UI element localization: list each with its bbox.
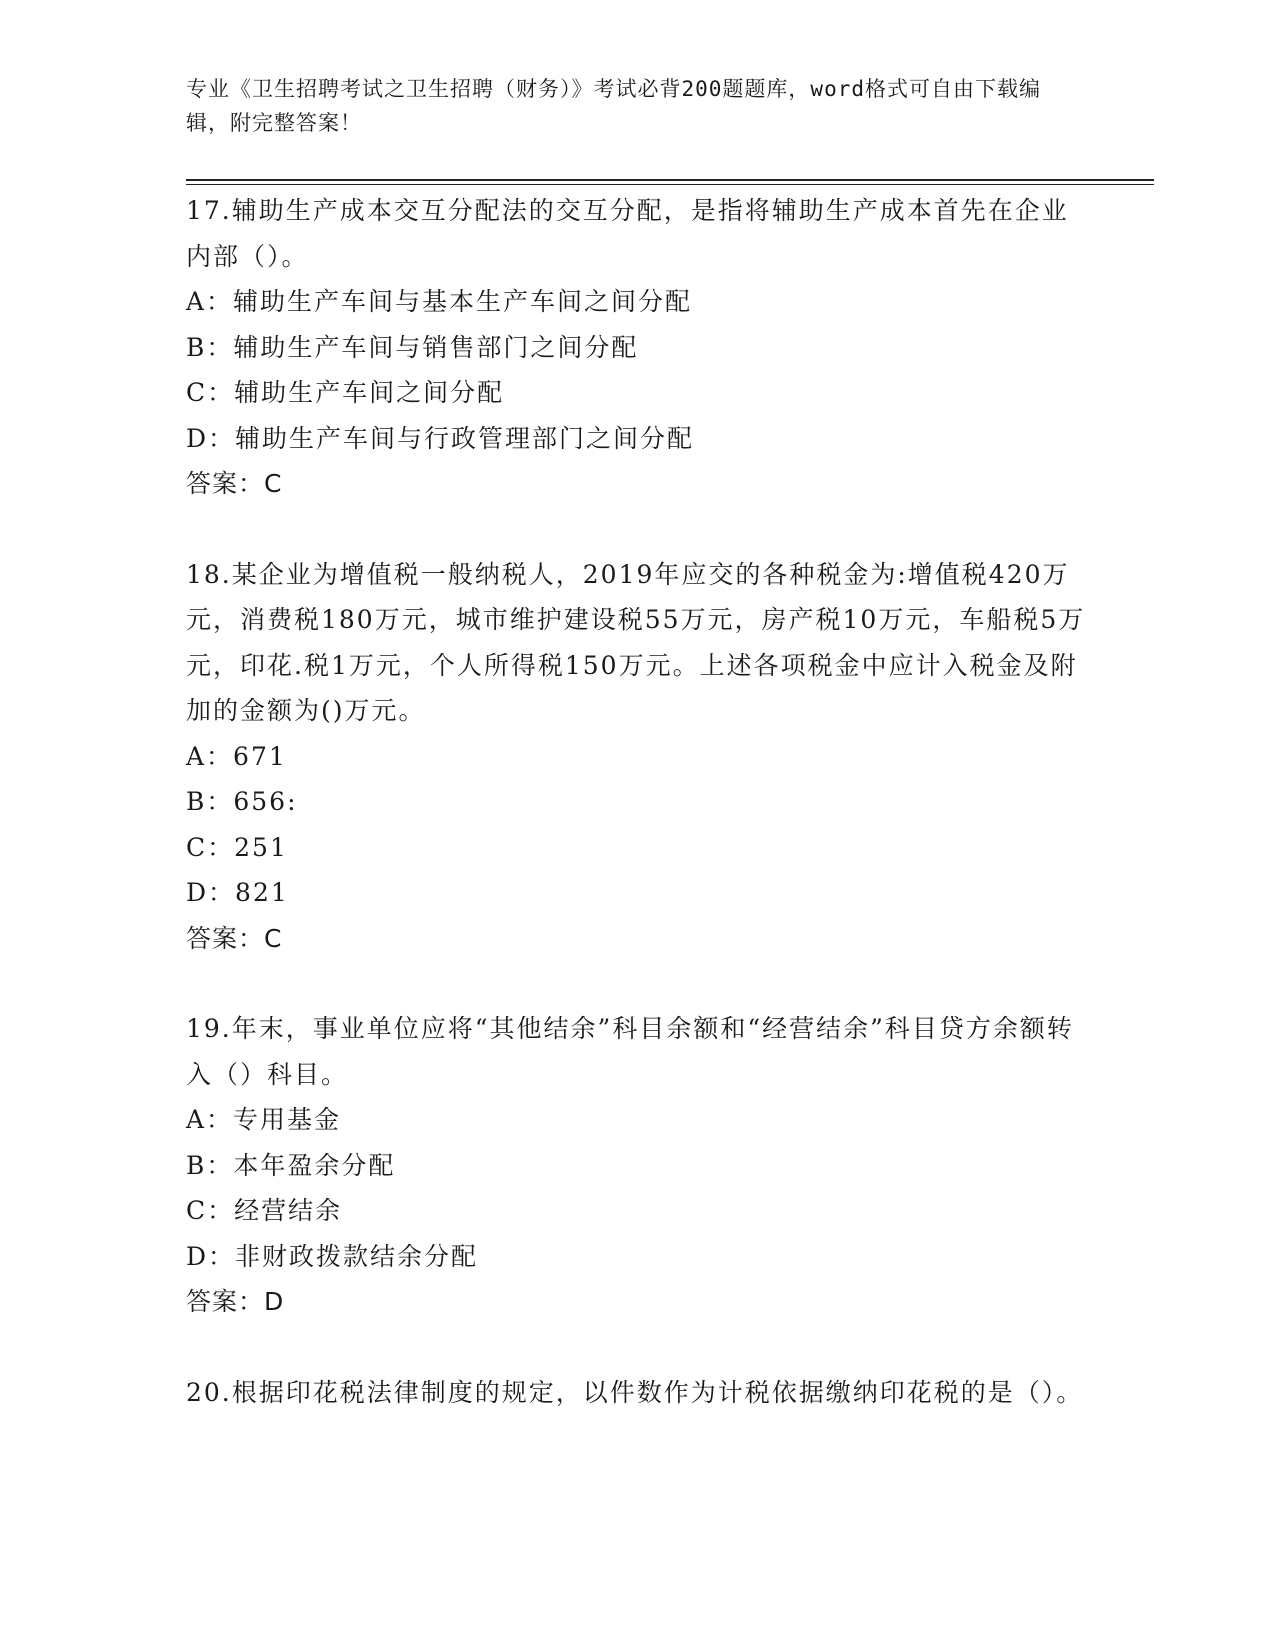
question-stem: 17.辅助生产成本交互分配法的交互分配，是指将辅助生产成本首先在企业内部（）。 <box>186 196 1069 271</box>
option-a: A：辅助生产车间与基本生产车间之间分配 <box>186 287 693 316</box>
option-a: A：专用基金 <box>186 1105 342 1134</box>
option-b: B：辅助生产车间与销售部门之间分配 <box>186 332 639 362</box>
header-divider-thick <box>186 179 1154 181</box>
question-19 <box>186 1006 1086 1325</box>
question-17 <box>186 188 1086 507</box>
option-c: C：251 <box>186 832 288 862</box>
answer-line: 答案：C <box>186 469 283 498</box>
option-b: B：656: <box>186 787 298 816</box>
question-stem: 19.年末，事业单位应将“其他结余”科目余额和“经营结余”科目贷方余额转入（）科目。 <box>186 1014 1074 1089</box>
document-header: 专业《卫生招聘考试之卫生招聘（财务）》考试必背200题题库，word格式可自由下载编辑，附完整答案！ <box>186 77 1041 135</box>
option-b: B：本年盈余分配 <box>186 1150 396 1180</box>
answer-line: 答案：C <box>186 923 283 953</box>
question-20 <box>186 1370 1086 1416</box>
option-a: A：671 <box>186 741 287 771</box>
answer-line: 答案：D <box>186 1287 285 1316</box>
question-stem: 20.根据印花税法律制度的规定，以件数作为计税依据缴纳印花税的是（）。 <box>186 1377 1084 1407</box>
option-d: D：辅助生产车间与行政管理部门之间分配 <box>186 423 695 453</box>
question-stem: 18.某企业为增值税一般纳税人，2019年应交的各种税金为:增值税420万元，消费税180万元，城市维护建设税55万元，房产税10万元，车船税5万元，印花.税1万元，个人所得税150万元。上述各项税金中应计入税金及附加的金额为()万元。 <box>186 559 1086 725</box>
option-d: D：非财政拨款结余分配 <box>186 1241 479 1271</box>
question-list <box>186 188 1086 1460</box>
question-18 <box>186 552 1086 962</box>
option-d: D：821 <box>186 878 289 907</box>
header-divider-thin <box>186 184 1154 185</box>
option-c: C：辅助生产车间之间分配 <box>186 378 505 407</box>
option-c: C：经营结余 <box>186 1196 343 1225</box>
